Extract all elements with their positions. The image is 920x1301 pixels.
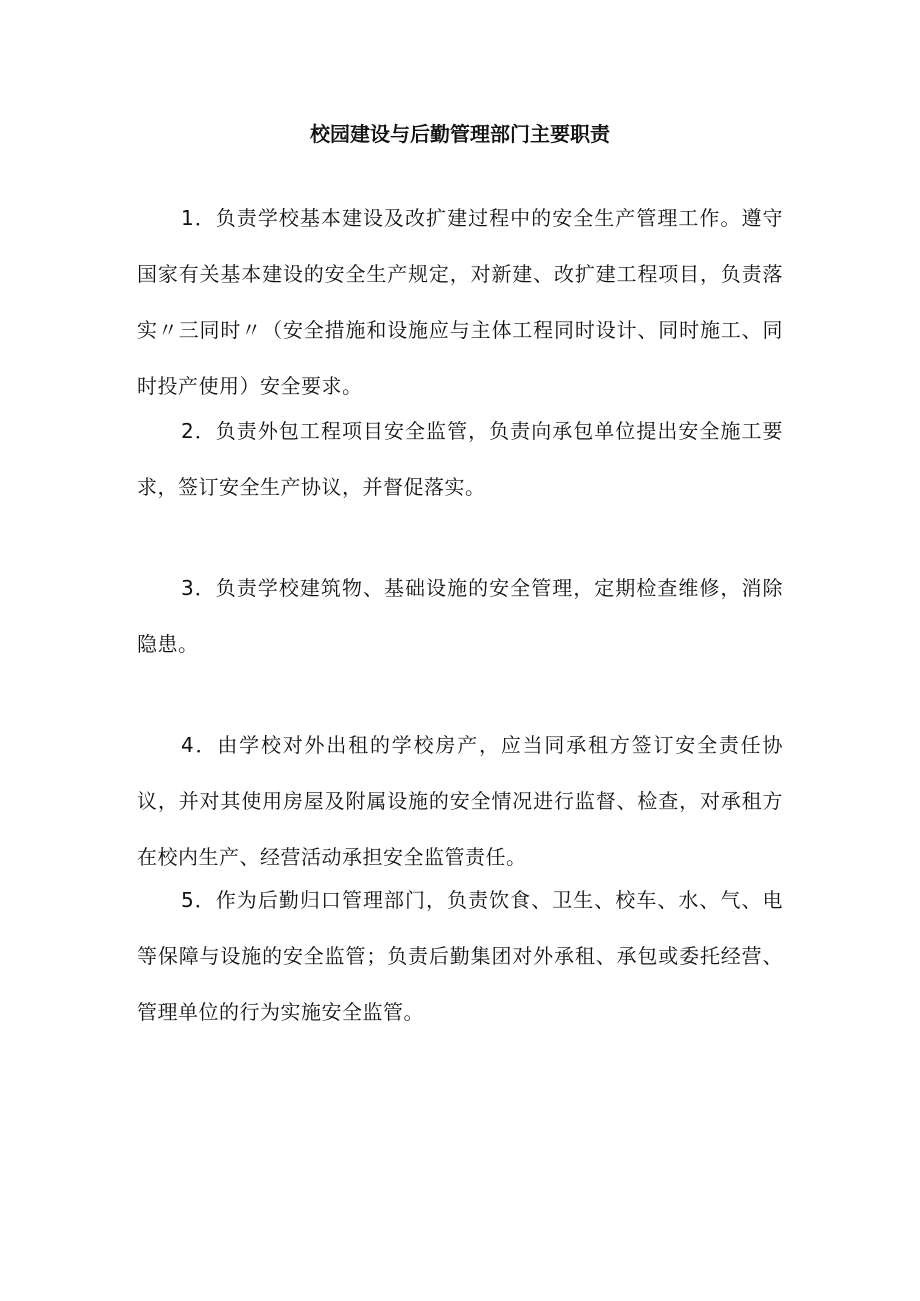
paragraph-2: 2．负责外包工程项目安全监管，负责向承包单位提出安全施工要求，签订安全生产协议，并督促落实。 bbox=[137, 419, 783, 499]
paragraph-4: 4．由学校对外出租的学校房产，应当同承租方签订安全责任协议，并对其使用房屋及附属设施的安全情况进行监督、检查，对承租方在校内生产、经营活动承担安全监管责任。 bbox=[137, 733, 783, 869]
document-title: 校园建设与后勤管理部门主要职责 bbox=[310, 122, 610, 146]
paragraph-3: 3．负责学校建筑物、基础设施的安全管理，定期检查维修，消除隐患。 bbox=[137, 576, 783, 656]
paragraph-1: 1．负责学校基本建设及改扩建过程中的安全生产管理工作。遵守国家有关基本建设的安全生产规定，对新建、改扩建工程项目，负责落实〃三同时〃（安全措施和设施应与主体工程同时设计、同时施工、同时投产使用）安全要求。 bbox=[137, 206, 783, 398]
paragraph-5: 5．作为后勤归口管理部门，负责饮食、卫生、校车、水、气、电等保障与设施的安全监管；负责后勤集团对外承租、承包或委托经营、管理单位的行为实施安全监管。 bbox=[137, 888, 783, 1024]
